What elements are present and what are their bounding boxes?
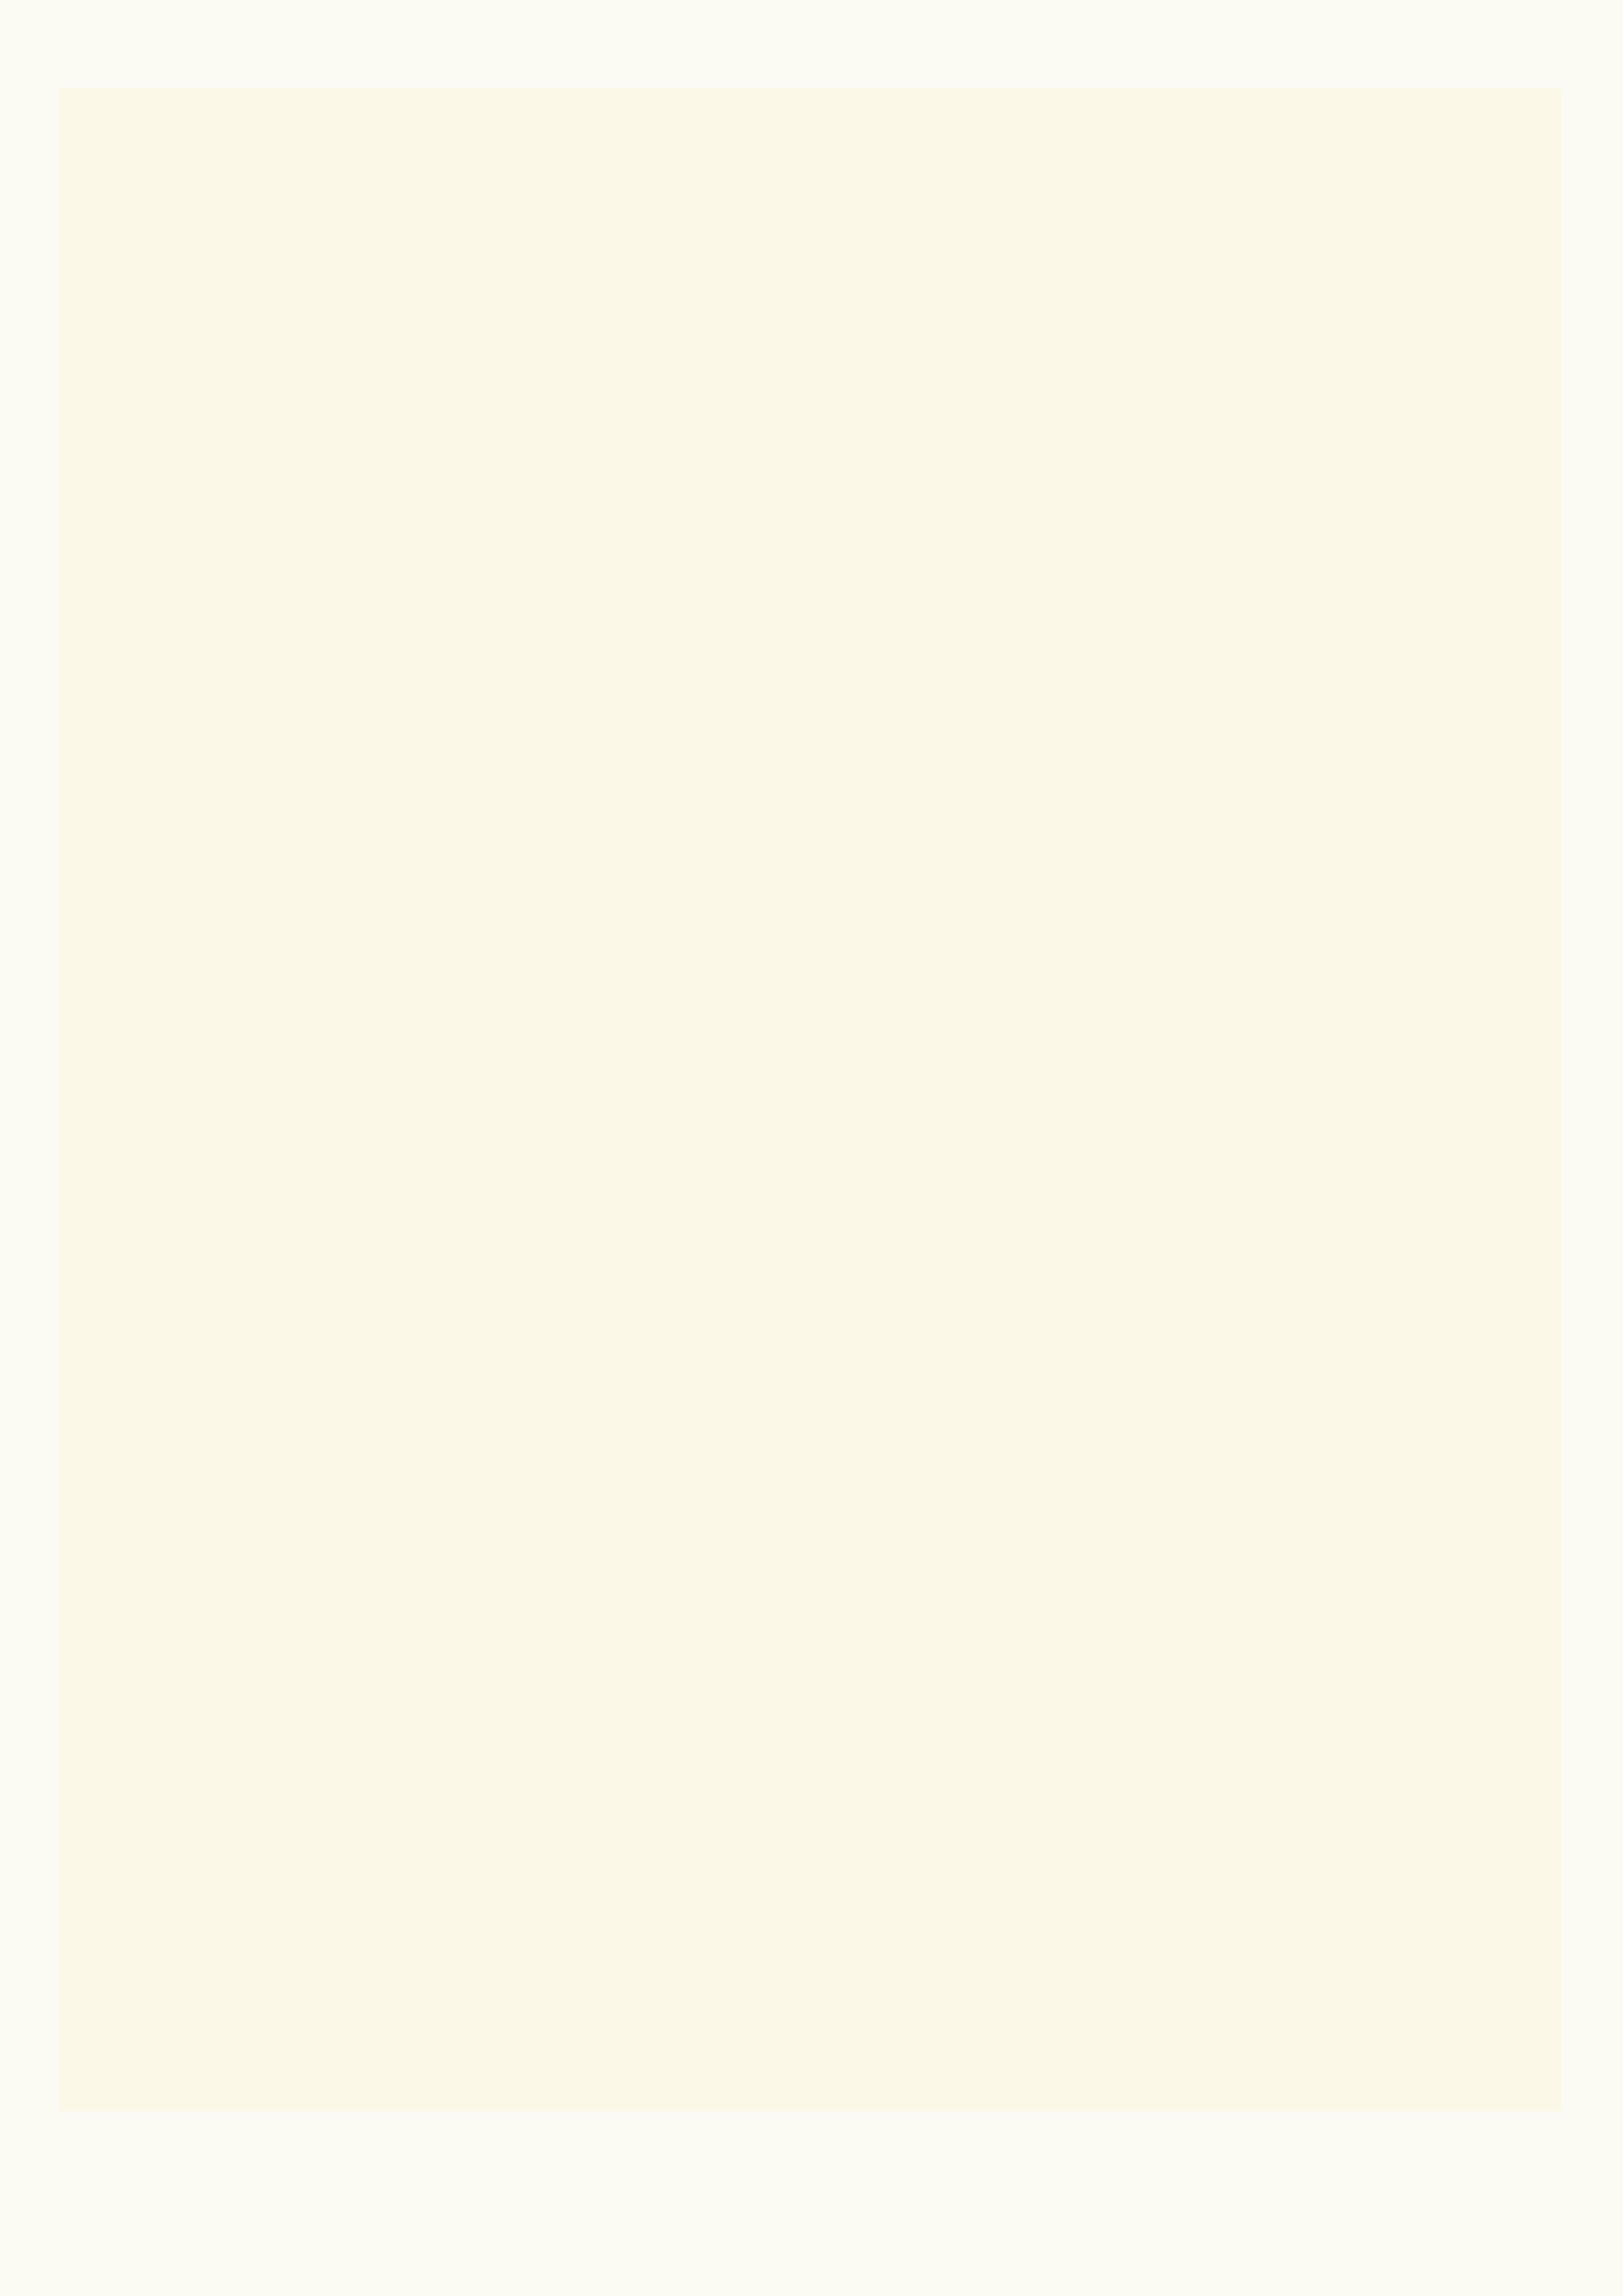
index-sheet [59, 88, 1561, 2111]
index-column-4 [1188, 128, 1507, 2043]
index-columns [113, 128, 1507, 2043]
index-column-1 [113, 128, 432, 2043]
index-column-3 [830, 128, 1149, 2043]
index-column-2 [471, 128, 790, 2043]
